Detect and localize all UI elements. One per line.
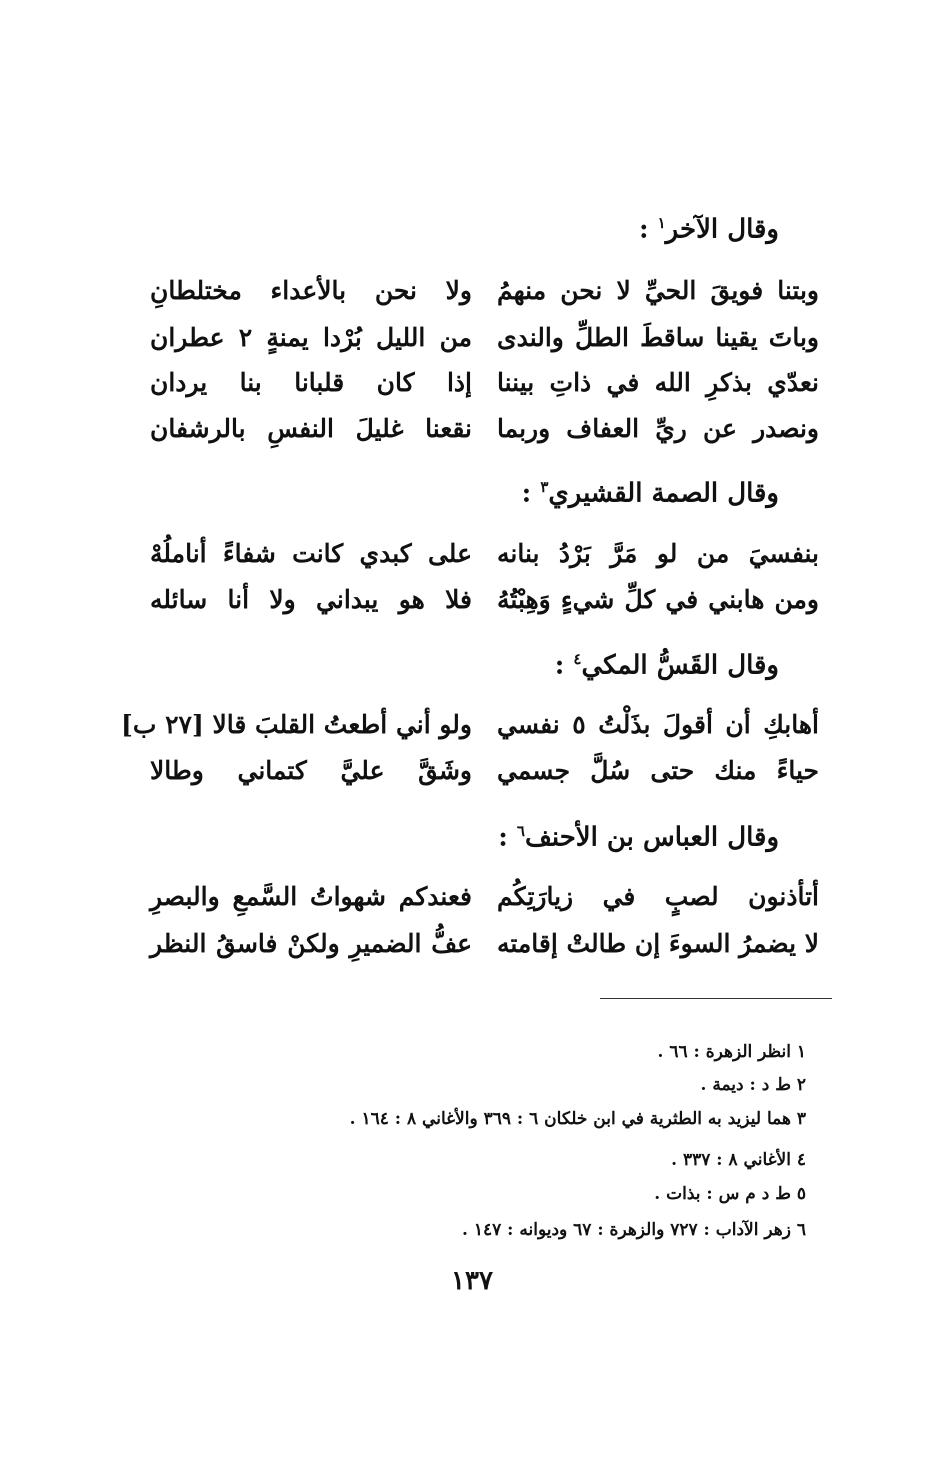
second-hemistich: نقعنا غليلَ النفسِ بالرشفان	[150, 414, 472, 443]
second-hemistich: عفُّ الضميرِ ولكنْ فاسقُ النظر	[150, 929, 472, 958]
verse-2-2	[150, 585, 819, 629]
verse-2-1	[150, 539, 819, 583]
heading-colon: :	[521, 478, 532, 509]
section-heading-4	[498, 822, 779, 853]
section-heading-2	[522, 478, 779, 509]
footnote-1: ١ انظر الزهرة : ٦٦ .	[657, 1042, 806, 1062]
second-hemistich: ولا نحن بالأعداء مختلطانِ	[150, 276, 472, 305]
first-hemistich: ومن هابني في كلِّ شيءٍ وَهِبْتُهُ	[497, 585, 819, 614]
second-hemistich: ولو أني أطعتُ القلبَ قالا [٢٧ ب]	[121, 710, 472, 739]
page-number: ١٣٧	[451, 1266, 493, 1296]
verse-3-2	[150, 756, 819, 800]
section-heading-3	[555, 650, 779, 681]
first-hemistich: بنفسيَ من لو مَرَّ بَرْدُ بنانه	[497, 539, 819, 568]
footnote-6: ٦ زهر الآداب : ٧٢٧ والزهرة : ٦٧ وديوانه : ١٤٧ .	[462, 1220, 806, 1240]
first-hemistich: نعدّي بذكرِ الله في ذاتِ بيننا	[497, 368, 819, 397]
section-heading-1	[639, 214, 779, 245]
footnote-2: ٢ ط د : ديمة .	[700, 1075, 806, 1095]
verse-1-4	[150, 414, 819, 458]
heading-colon: :	[638, 214, 649, 245]
heading-colon: :	[498, 822, 508, 853]
footnote-marker: ٦	[516, 822, 525, 840]
first-hemistich: ونصدر عن ريِّ العفاف وربما	[497, 414, 819, 443]
heading-text: وقال العباس بن الأحنف	[524, 822, 779, 853]
verse-4-2	[150, 929, 819, 973]
second-hemistich: على كبدي كانت شفاءً أناملُهْ	[150, 539, 472, 568]
first-hemistich: حياءً منك حتى سُلَّ جسمي	[497, 756, 819, 785]
heading-text: وقال القَسُّ المكي	[581, 650, 779, 681]
verse-3-1	[121, 710, 819, 754]
verse-4-1	[150, 882, 819, 926]
verse-1-2	[150, 323, 819, 367]
second-hemistich: وشَقَّ عليَّ كتماني وطالا	[150, 756, 472, 785]
footnote-separator	[600, 998, 832, 999]
footnote-marker: ٣	[540, 478, 549, 496]
second-hemistich: فعندكم شهواتُ السَّمعِ والبصرِ	[150, 882, 472, 911]
footnote-5: ٥ ط د م س : بذات .	[654, 1184, 806, 1204]
footnote-4: ٤ الأغاني ٨ : ٣٣٧ .	[671, 1150, 806, 1170]
first-hemistich: وبتنا فويقَ الحيِّ لا نحن منهمُ	[497, 276, 819, 305]
heading-text: وقال الآخر	[665, 214, 779, 245]
second-hemistich: فلا هو يبداني ولا أنا سائله	[150, 585, 472, 614]
first-hemistich: أتأذنون لصبٍ في زيارَتِكُم	[497, 882, 819, 911]
footnote-3: ٣ هما ليزيد به الطثرية في ابن خلكان ٦ : ٣٦٩ والأغاني ٨ : ١٦٤ .	[349, 1109, 806, 1129]
second-hemistich: إذا كان قلبانا بنا يردان	[150, 368, 472, 397]
footnote-marker: ٤	[573, 650, 582, 668]
second-hemistich: من الليل بُرْدا يمنةٍ ٢ عطران	[150, 323, 472, 352]
verse-1-3	[150, 368, 819, 412]
footnote-marker: ١	[657, 214, 666, 232]
first-hemistich: أهابكِ أن أقولَ بذَلْتُ ٥ نفسي	[497, 710, 819, 739]
first-hemistich: لا يضمرُ السوءَ إن طالتْ إقامته	[496, 929, 819, 958]
first-hemistich: وباتَ يقينا ساقطَ الطلِّ والندى	[497, 323, 819, 352]
heading-colon: :	[554, 650, 565, 681]
verse-1-1	[150, 276, 819, 320]
heading-text: وقال الصمة القشيري	[548, 478, 779, 509]
